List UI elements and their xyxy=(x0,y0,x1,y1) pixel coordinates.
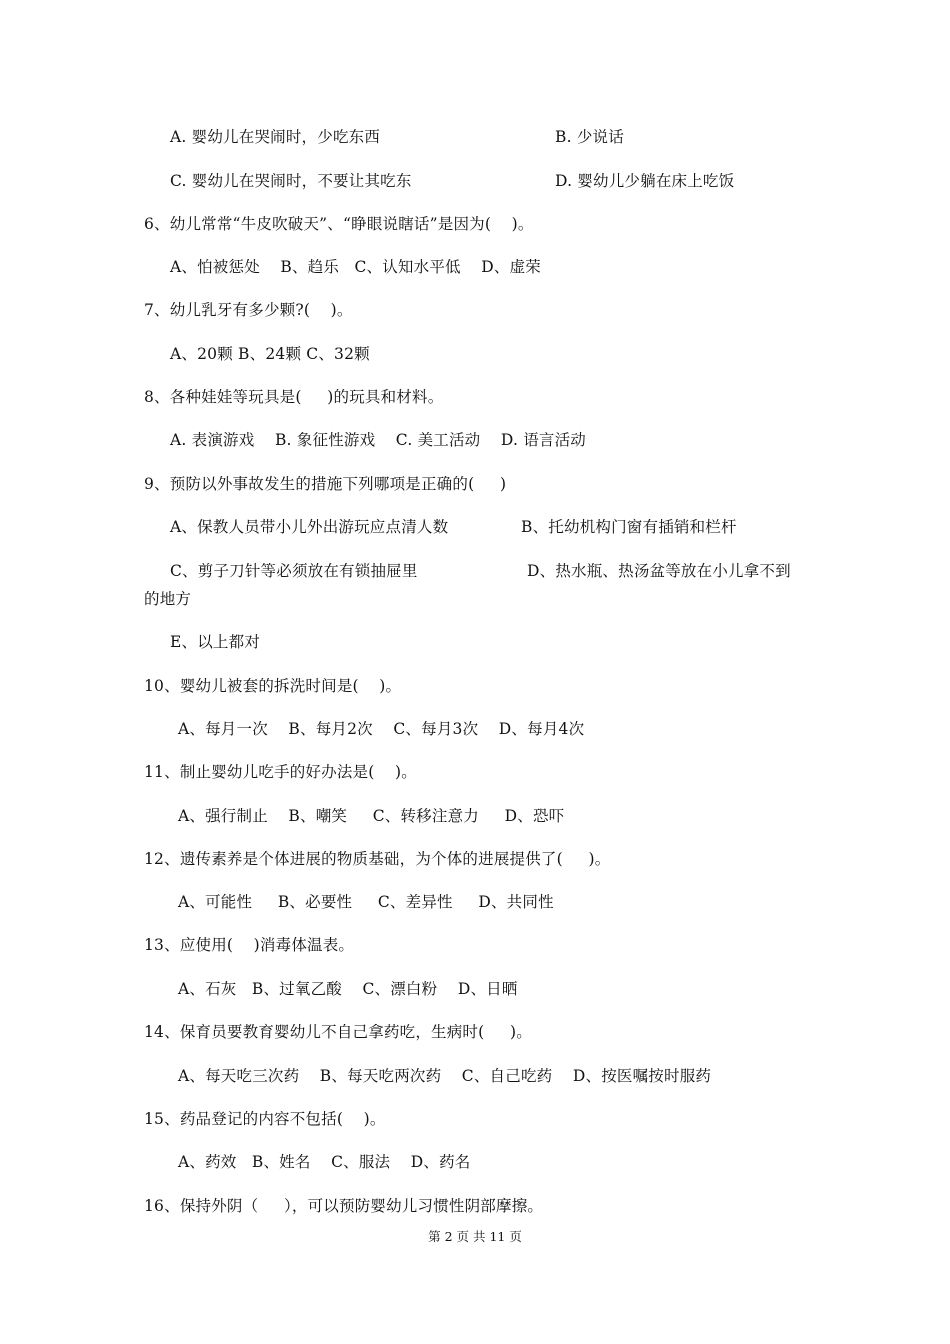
page-number-footer: 第 2 页 共 11 页 xyxy=(428,1229,522,1244)
q5-option-a: A. 婴幼儿在哭闹时，少吃东西 xyxy=(170,128,381,146)
q7-options: A、20颗 B、24颗 C、32颗 xyxy=(170,345,370,363)
q14-question: 14、保育员要教育婴幼儿不自己拿药吃，生病时( )。 xyxy=(144,1023,532,1041)
q12-question: 12、遗传素养是个体进展的物质基础，为个体的进展提供了( )。 xyxy=(144,850,611,868)
q11-options: A、强行制止 B、嘲笑 C、转移注意力 D、恐吓 xyxy=(178,807,565,825)
q5-option-d: D. 婴幼儿少躺在床上吃饭 xyxy=(555,172,735,190)
q14-options: A、每天吃三次药 B、每天吃两次药 C、自己吃药 D、按医嘱按时服药 xyxy=(178,1067,712,1085)
q8-question: 8、各种娃娃等玩具是( )的玩具和材料。 xyxy=(144,388,444,406)
q13-question: 13、应使用( )消毒体温表。 xyxy=(144,936,355,954)
q5-option-b: B. 少说话 xyxy=(555,128,624,146)
q9-option-e: E、以上都对 xyxy=(170,633,261,651)
q15-options: A、药效 B、姓名 C、服法 D、药名 xyxy=(178,1153,471,1171)
q9-option-c: C、剪子刀针等必须放在有锁抽屉里 xyxy=(170,562,418,580)
q10-options: A、每月一次 B、每月2次 C、每月3次 D、每月4次 xyxy=(178,720,585,738)
q9-option-d: D、热水瓶、热汤盆等放在小儿拿不到 xyxy=(527,562,791,580)
q9-question: 9、预防以外事故发生的措施下列哪项是正确的( ) xyxy=(144,475,507,493)
q9-option-d-continued: 的地方 xyxy=(144,590,192,608)
q15-question: 15、药品登记的内容不包括( )。 xyxy=(144,1110,386,1128)
q5-option-c: C. 婴幼儿在哭闹时，不要让其吃东 xyxy=(170,172,412,190)
q9-option-a: A、保教人员带小儿外出游玩应点清人数 xyxy=(170,518,449,536)
q6-options: A、怕被惩处 B、趋乐 C、认知水平低 D、虚荣 xyxy=(170,258,541,276)
q9-option-b: B、托幼机构门窗有插销和栏杆 xyxy=(521,518,737,536)
q11-question: 11、制止婴幼儿吃手的好办法是( )。 xyxy=(144,763,417,781)
q7-question: 7、幼儿乳牙有多少颗?( )。 xyxy=(144,301,353,319)
q12-options: A、可能性 B、必要性 C、差异性 D、共同性 xyxy=(178,893,554,911)
q8-options: A. 表演游戏 B. 象征性游戏 C. 美工活动 D. 语言活动 xyxy=(170,431,587,449)
q6-question: 6、幼儿常常“牛皮吹破天”、“睁眼说瞎话”是因为( )。 xyxy=(144,215,534,233)
q13-options: A、石灰 B、过氧乙酸 C、漂白粉 D、日晒 xyxy=(178,980,518,998)
q10-question: 10、婴幼儿被套的拆洗时间是( )。 xyxy=(144,677,402,695)
q16-question: 16、保持外阴（ ），可以预防婴幼儿习惯性阴部摩擦。 xyxy=(144,1197,544,1215)
